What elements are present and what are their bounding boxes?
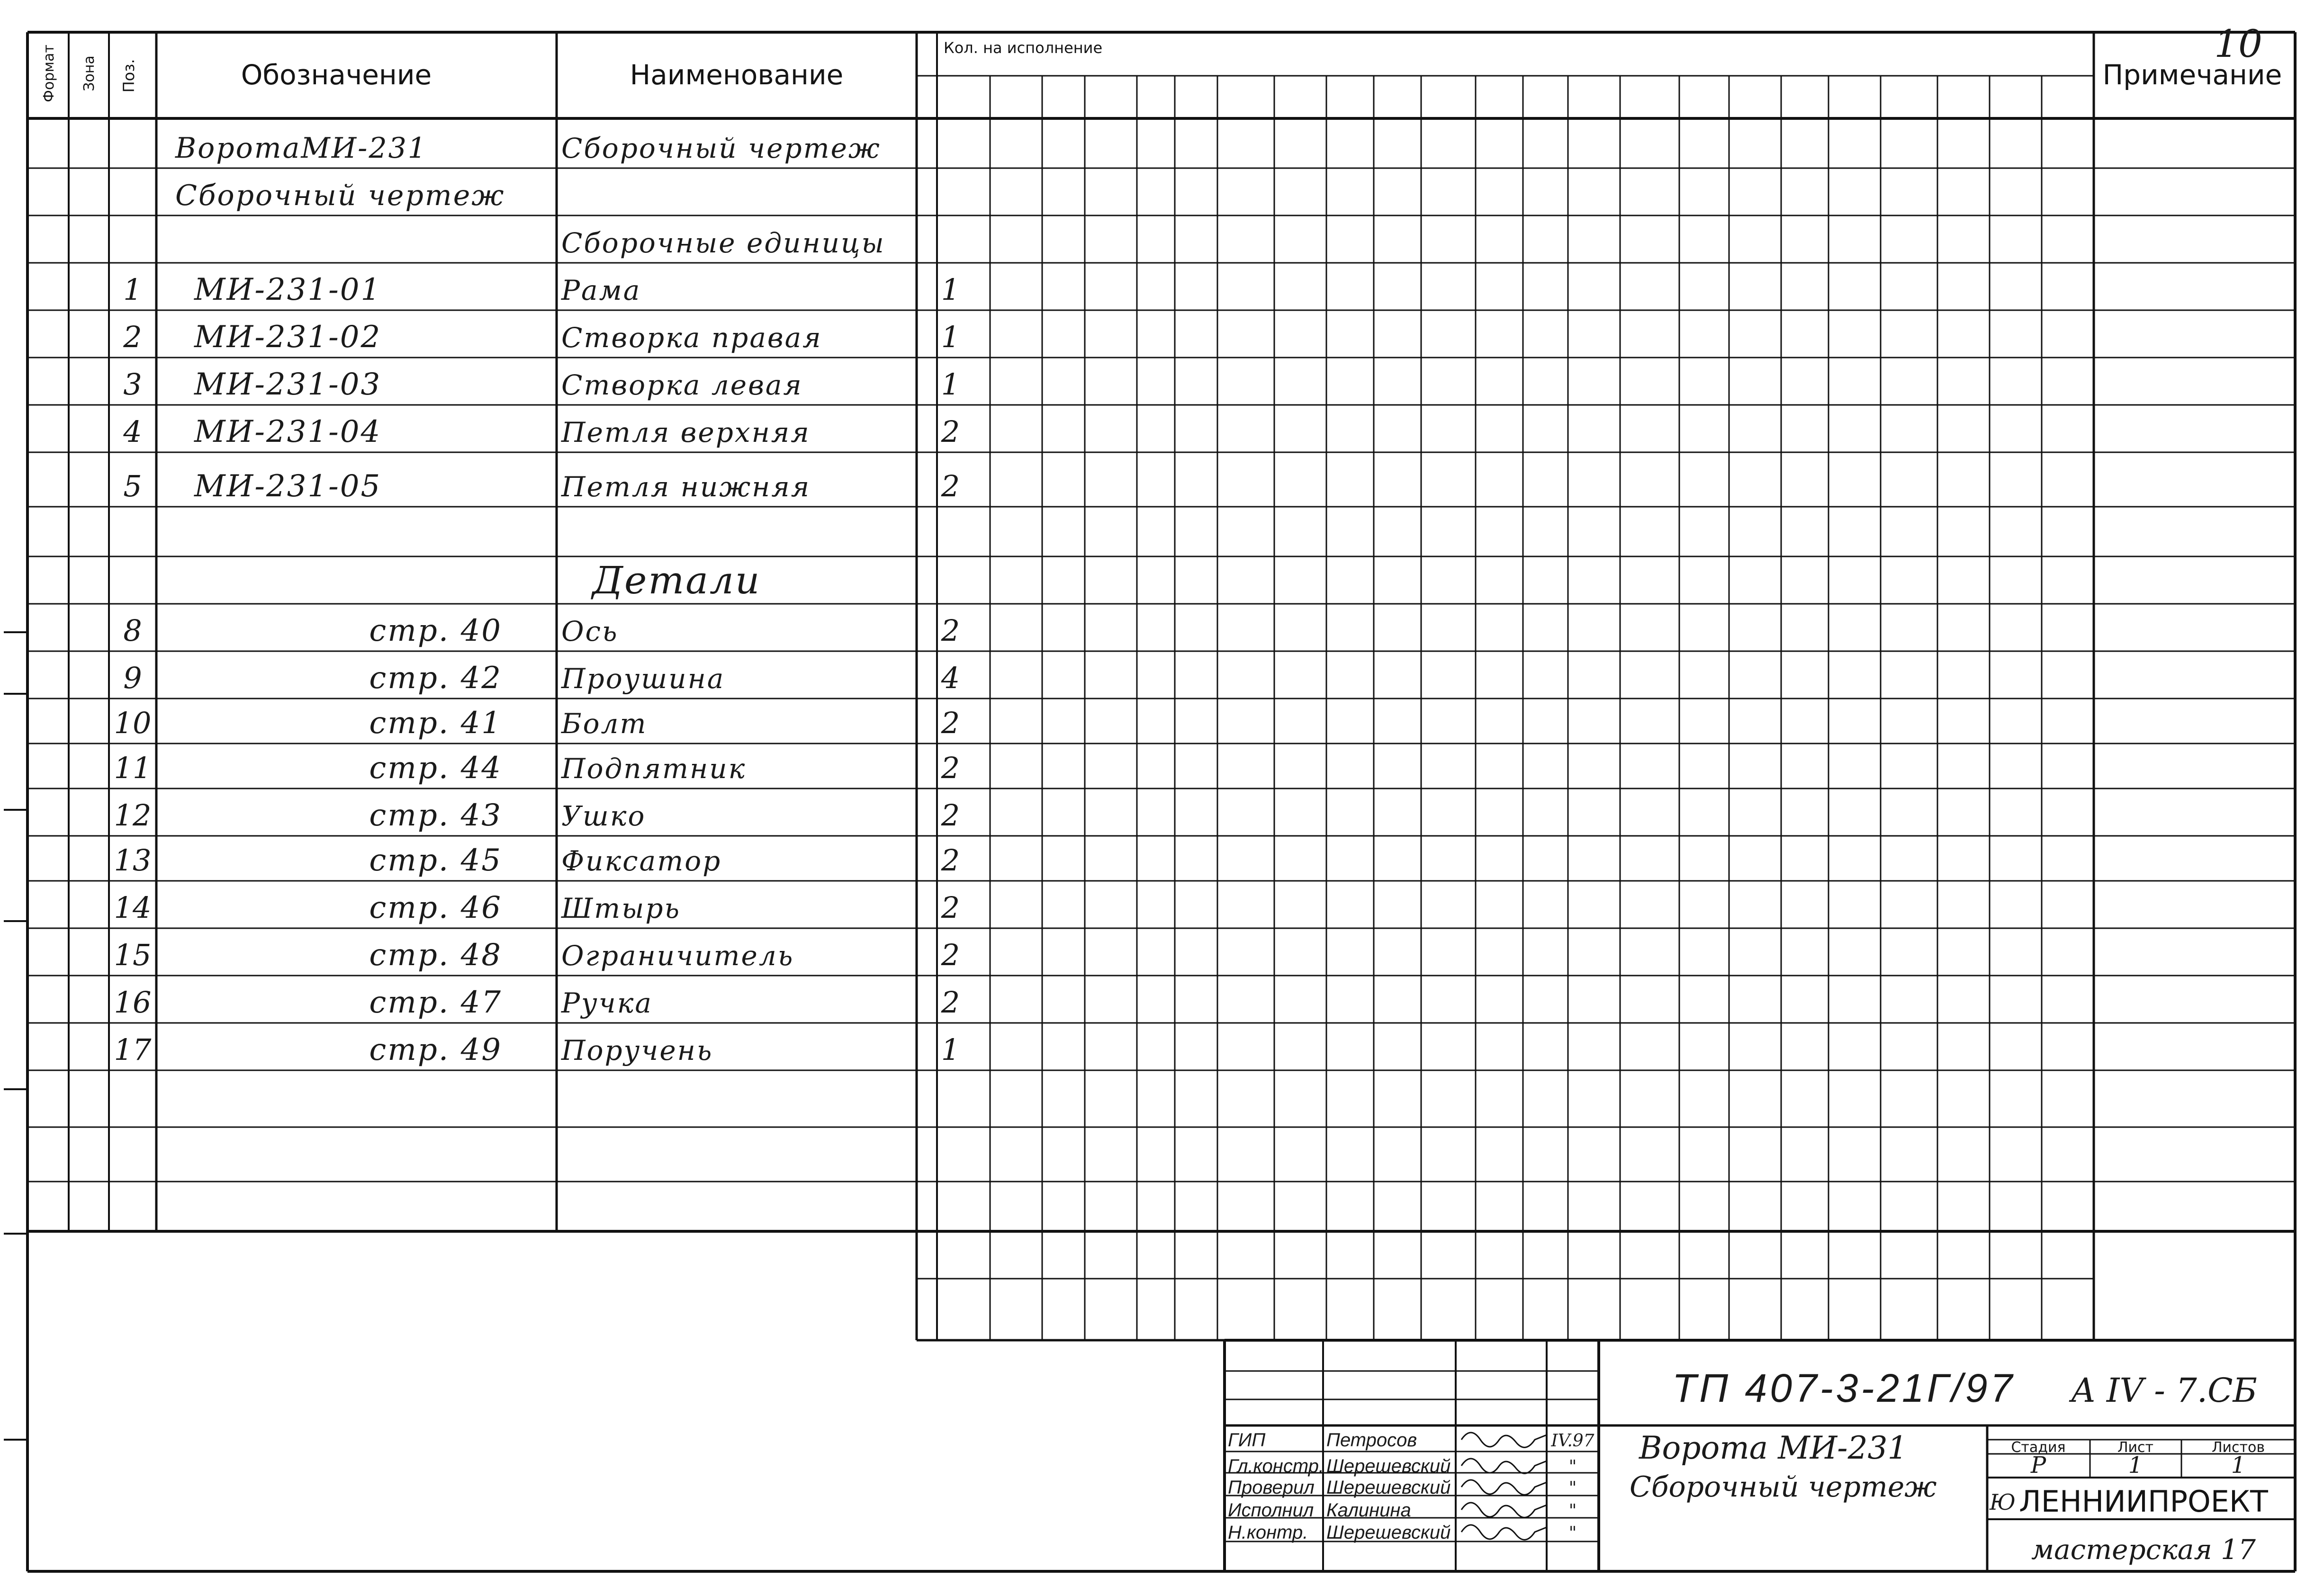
row-pos: 4	[123, 414, 142, 449]
album-code: А IV - 7.СБ	[2071, 1371, 2257, 1410]
row-name: Подпятник	[561, 753, 747, 785]
handwritten-signature	[1461, 1503, 1547, 1517]
signature-date: IV.97	[1551, 1431, 1594, 1451]
row-designation: стр. 49	[369, 1032, 502, 1067]
row-quantity: 2	[941, 613, 960, 648]
row-name: Сборочный чертеж	[561, 132, 881, 164]
signature-role: Н.контр.	[1228, 1522, 1308, 1543]
table-row	[561, 227, 885, 259]
row-quantity: 2	[941, 751, 960, 785]
row-quantity: 2	[941, 985, 960, 1020]
signature-date: "	[1568, 1479, 1577, 1498]
row-pos: 14	[114, 890, 152, 925]
row-designation: стр. 40	[369, 613, 502, 648]
doc-type: Сборочный чертеж	[1630, 1470, 1937, 1504]
row-designation: стр. 47	[369, 985, 502, 1020]
stage-label: Стадия	[2011, 1439, 2066, 1456]
table-row	[114, 706, 960, 741]
row-name: Ручка	[561, 987, 653, 1019]
signature-row	[1228, 1456, 1576, 1477]
signature-rows	[1228, 1430, 1594, 1543]
binding-marks	[4, 632, 27, 1440]
row-quantity: 2	[941, 938, 960, 972]
row-pos: 13	[114, 843, 152, 878]
row-name: Проушина	[561, 663, 725, 695]
row-quantity: 4	[941, 661, 960, 695]
row-pos: 16	[114, 985, 152, 1020]
row-quantity: 2	[941, 414, 960, 449]
spec-table-grid	[27, 32, 2295, 1340]
signer-name: Петросов	[1326, 1430, 1417, 1451]
signer-name: Шерешевский	[1326, 1477, 1451, 1498]
row-pos: 5	[123, 469, 142, 503]
org-prefix: Ю	[1990, 1489, 2016, 1515]
row-name: Створка левая	[561, 369, 803, 401]
spec-rows	[114, 132, 960, 1067]
sheet-number: 10	[2214, 22, 2262, 66]
row-designation: МИ-231-04	[194, 414, 382, 449]
row-pos: 1	[123, 272, 142, 307]
row-pos: 9	[123, 661, 142, 695]
signature-date: "	[1568, 1523, 1577, 1543]
signature-row	[1228, 1477, 1576, 1498]
row-pos: 3	[123, 367, 142, 402]
sheets-label: Листов	[2211, 1439, 2265, 1456]
signature-row	[1228, 1430, 1594, 1451]
stage-value: Р	[2030, 1452, 2046, 1479]
row-quantity: 2	[941, 890, 960, 925]
signature-date: "	[1568, 1457, 1577, 1477]
table-row	[123, 414, 960, 449]
row-designation: МИ-231-01	[194, 272, 382, 307]
row-name: Болт	[561, 708, 648, 740]
handwritten-signature	[1461, 1480, 1547, 1495]
table-row	[123, 367, 960, 402]
row-quantity: 1	[941, 367, 960, 402]
table-row	[591, 558, 761, 602]
handwritten-signature	[1461, 1525, 1547, 1540]
row-pos: 15	[114, 938, 152, 972]
table-row	[114, 890, 960, 925]
row-name: Ограничитель	[561, 940, 794, 972]
row-pos: 8	[123, 613, 142, 648]
signature-date: "	[1568, 1501, 1577, 1521]
row-designation: стр. 42	[369, 661, 502, 696]
row-quantity: 2	[941, 798, 960, 833]
row-name: Фиксатор	[561, 845, 722, 877]
row-pos: 12	[114, 798, 152, 833]
row-pos: 2	[123, 320, 142, 354]
table-row	[123, 272, 960, 307]
row-quantity: 2	[941, 469, 960, 503]
table-row	[114, 938, 960, 973]
row-designation: Сборочный чертеж	[175, 179, 505, 212]
table-row	[123, 661, 960, 696]
sheet-value: 1	[2128, 1452, 2143, 1479]
row-designation: стр. 45	[369, 843, 502, 878]
table-row	[114, 1032, 960, 1067]
signature-role: Гл.констр.	[1228, 1456, 1324, 1477]
row-designation: МИ-231-02	[194, 320, 382, 355]
table-row	[114, 985, 960, 1020]
row-designation: стр. 48	[369, 938, 502, 973]
section-heading: Сборочные единицы	[561, 227, 885, 259]
row-quantity: 2	[941, 706, 960, 740]
row-quantity: 2	[941, 843, 960, 878]
sheet-label: Лист	[2117, 1439, 2154, 1456]
table-row	[114, 798, 960, 833]
table-row	[175, 179, 505, 212]
doc-code: ТП 407-3-21Г/97	[1672, 1366, 2016, 1410]
section-heading: Детали	[592, 558, 761, 602]
row-quantity: 1	[941, 320, 960, 354]
row-designation: стр. 46	[369, 890, 502, 925]
col-note-header: Примечание	[2102, 59, 2282, 91]
signature-role: Проверил	[1228, 1477, 1315, 1498]
table-row	[114, 751, 960, 786]
row-designation: стр. 43	[369, 798, 502, 833]
row-name: Петля нижняя	[561, 471, 811, 503]
row-name: Штырь	[561, 892, 681, 924]
row-designation: ВоротаМИ-231	[175, 132, 427, 165]
row-name: Ось	[561, 615, 619, 647]
table-header	[41, 22, 2282, 102]
col-name-header: Наименование	[630, 59, 844, 91]
row-pos: 17	[114, 1032, 152, 1067]
row-designation: МИ-231-05	[194, 469, 382, 504]
workshop: мастерская 17	[2031, 1533, 2256, 1566]
table-row	[175, 132, 881, 165]
signature-role: ГИП	[1228, 1430, 1266, 1451]
table-row	[123, 320, 960, 355]
row-designation: МИ-231-03	[194, 367, 382, 402]
row-designation: стр. 41	[369, 706, 502, 741]
signer-name: Калинина	[1326, 1500, 1411, 1521]
signature-role: Исполнил	[1228, 1500, 1314, 1521]
signer-name: Шерешевский	[1326, 1522, 1451, 1543]
row-name: Рама	[561, 274, 641, 306]
col-pos-header: Поз.	[120, 59, 138, 93]
row-quantity: 1	[941, 1032, 960, 1067]
product-name: Ворота МИ-231	[1639, 1430, 1908, 1466]
table-row	[123, 469, 960, 504]
org-name: ЛЕННИИПРОЕКТ	[2019, 1484, 2268, 1519]
row-quantity: 1	[941, 272, 960, 307]
handwritten-signature	[1461, 1433, 1547, 1447]
table-row	[123, 613, 960, 648]
col-designation-header: Обозначение	[241, 59, 432, 91]
signature-row	[1228, 1522, 1576, 1543]
handwritten-signature	[1461, 1459, 1547, 1473]
row-name: Створка правая	[561, 322, 822, 354]
col-format-header: Формат	[41, 45, 57, 102]
row-pos: 10	[114, 706, 152, 740]
col-zone-header: Зона	[81, 55, 98, 91]
signature-row	[1228, 1500, 1576, 1521]
table-row	[114, 843, 960, 878]
row-name: Петля верхняя	[561, 416, 811, 448]
row-designation: стр. 44	[369, 751, 502, 786]
signer-name: Шерешевский	[1326, 1456, 1451, 1477]
row-name: Ушко	[561, 800, 646, 832]
row-pos: 11	[114, 751, 152, 785]
row-name: Поручень	[561, 1034, 713, 1066]
sheets-value: 1	[2231, 1452, 2246, 1479]
col-qty-header: Кол. на исполнение	[944, 39, 1103, 57]
